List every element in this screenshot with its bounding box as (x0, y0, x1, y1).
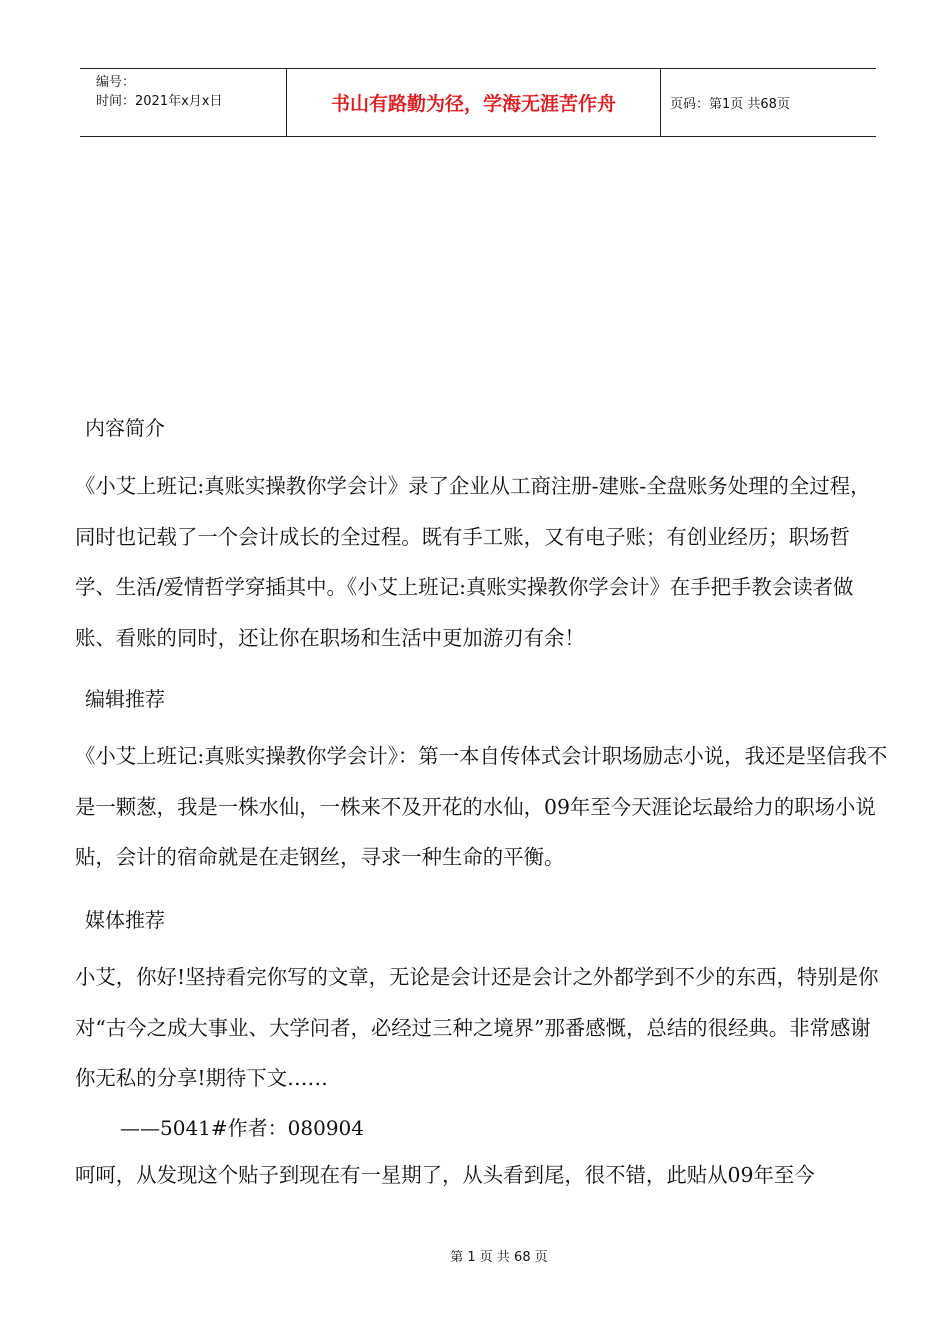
media-heading: 媒体推荐 (85, 908, 165, 932)
header-meta (80, 69, 287, 136)
header-page-info: 页码：第1页 共68页 (670, 97, 790, 112)
media-paragraph-2: 呵呵，从发现这个贴子到现在有一星期了，从头看到尾，很不错，此贴从09年至今 (75, 1163, 815, 1187)
intro-heading: 内容简介 (85, 416, 165, 440)
media-paragraph: 小艾，你好!坚持看完你写的文章，无论是会计还是会计之外都学到不少的东西，特别是你对“古今之成大事业、大学问者，必经过三种之境界”那番感慨，总结的很经典。非常感谢你无私的分享!期待下文…… (75, 965, 879, 1090)
time-label: 时间：2021年x月x日 (96, 94, 223, 109)
header-motto: 书山有路勤为径，学海无涯苦作舟 (287, 69, 661, 136)
media-signature: ——5041#作者：080904 (120, 1116, 365, 1140)
editor-paragraph: 《小艾上班记:真账实操教你学会计》：第一本自传体式会计职场励志小说，我还是坚信我不是一颗葱，我是一株水仙，一株来不及开花的水仙，09年至今天涯论坛最给力的职场小说贴，会计的宿命就是在走钢丝，寻求一种生命的平衡。 (75, 744, 888, 869)
editor-heading: 编辑推荐 (85, 687, 165, 711)
intro-paragraph: 《小艾上班记:真账实操教你学会计》录了企业从工商注册-建账-全盘账务处理的全过程，同时也记载了一个会计成长的全过程。既有手工账，又有电子账；有创业经历；职场哲学、生活/爱情哲学穿插其中。《小艾上班记:真账实操教你学会计》在手把手教会读者做账、看账的同时，还让你在职场和生活中更加游刃有余！ (75, 474, 871, 650)
page-footer: 第 1 页 共 68 页 (450, 1250, 548, 1265)
number-label: 编号： (96, 75, 136, 90)
page-header (80, 68, 876, 137)
